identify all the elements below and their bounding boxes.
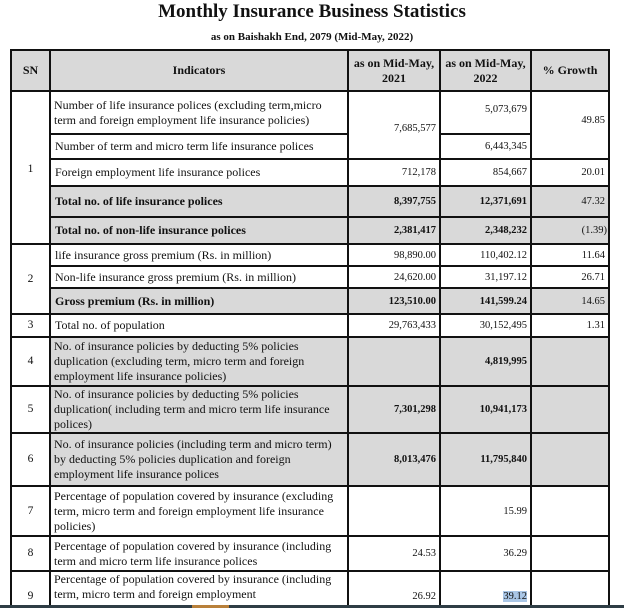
table-row <box>11 314 609 337</box>
value-2021-cell: 8,397,755 <box>348 186 440 217</box>
header-may-2022: as on Mid-May, 2022 <box>440 50 531 91</box>
table-row <box>11 433 609 486</box>
growth-cell <box>531 386 609 433</box>
table-row <box>11 536 609 571</box>
indicator-cell: life insurance gross premium (Rs. in million) <box>50 244 348 266</box>
selected-value-text[interactable]: 39.12 <box>503 591 527 602</box>
sn-cell: 5 <box>11 386 50 433</box>
sn-cell: 6 <box>11 433 50 486</box>
indicator-cell: No. of insurance policies (including term and micro term) by deducting 5% policies duplication and foreign employment life insurance polices <box>50 433 348 486</box>
table-row <box>11 91 609 134</box>
value-2022-cell: 5,073,679 <box>440 91 531 134</box>
value-2022-cell: 854,667 <box>440 159 531 186</box>
value-2022-cell: 12,371,691 <box>440 186 531 217</box>
value-2021-cell: 8,013,476 <box>348 433 440 486</box>
table-header-row <box>11 50 609 91</box>
table-row-total <box>11 288 609 314</box>
indicator-cell: Gross premium (Rs. in million) <box>50 288 348 314</box>
value-2021-cell: 29,763,433 <box>348 314 440 337</box>
header-sn: SN <box>11 50 50 91</box>
table-row-total <box>11 217 609 244</box>
value-2021-cell: 24,620.00 <box>348 266 440 288</box>
table-row <box>11 244 609 266</box>
value-2022-cell: 31,197.12 <box>440 266 531 288</box>
header-indicators: Indicators <box>50 50 348 91</box>
indicator-cell: No. of insurance policies by deducting 5% policies duplication (excluding term, micro term and foreign employment life insurance policies) <box>50 337 348 386</box>
growth-cell: 26.71 <box>531 266 609 288</box>
value-2021-cell: 7,685,577 <box>348 91 440 159</box>
indicator-cell: Number of life insurance polices (excluding term,micro term and foreign employment life insurance policies) <box>50 91 348 134</box>
table-row <box>11 486 609 536</box>
indicator-cell: Non-life insurance gross premium (Rs. in million) <box>50 266 348 288</box>
indicator-cell: Foreign employment life insurance polices <box>50 159 348 186</box>
document-title: Monthly Insurance Business Statistics <box>158 1 466 22</box>
header-growth: % Growth <box>531 50 609 91</box>
indicator-cell: Total no. of non-life insurance polices <box>50 217 348 244</box>
value-2022-cell: 110,402.12 <box>440 244 531 266</box>
growth-cell <box>531 337 609 386</box>
growth-cell: (1.39) <box>531 217 609 244</box>
growth-cell <box>531 536 609 571</box>
growth-cell <box>531 433 609 486</box>
indicator-cell: Percentage of population covered by insurance (including term, micro term and foreign employment <box>50 571 348 608</box>
growth-cell <box>531 571 609 608</box>
indicator-cell: No. of insurance policies by deducting 5% policies duplication( including term and micro term life insurance polices) <box>50 386 348 433</box>
value-2021-cell <box>348 486 440 536</box>
insurance-statistics-table <box>10 49 610 608</box>
header-may-2021: as on Mid-May, 2021 <box>348 50 440 91</box>
table-row-total <box>11 186 609 217</box>
sn-cell: 4 <box>11 337 50 386</box>
sn-cell: 9 <box>11 571 50 608</box>
document-subtitle: as on Baishakh End, 2079 (Mid-May, 2022) <box>210 31 414 43</box>
growth-cell: 20.01 <box>531 159 609 186</box>
growth-cell: 49.85 <box>531 91 609 159</box>
indicator-cell: Percentage of population covered by insurance (excluding term, micro term and foreign employment life insurance policies) <box>50 486 348 536</box>
value-2022-cell: 15.99 <box>440 486 531 536</box>
table-row <box>11 159 609 186</box>
value-2021-cell <box>348 337 440 386</box>
table-row <box>11 386 609 433</box>
indicator-cell: Percentage of population covered by insurance (including term and micro term life insurance polices <box>50 536 348 571</box>
growth-cell <box>531 486 609 536</box>
indicator-cell: Total no. of population <box>50 314 348 337</box>
value-2022-cell: 30,152,495 <box>440 314 531 337</box>
growth-cell: 1.31 <box>531 314 609 337</box>
value-2021-cell: 7,301,298 <box>348 386 440 433</box>
growth-cell: 11.64 <box>531 244 609 266</box>
growth-cell: 47.32 <box>531 186 609 217</box>
sn-cell: 3 <box>11 314 50 337</box>
value-2022-cell: 10,941,173 <box>440 386 531 433</box>
value-2021-cell: 24.53 <box>348 536 440 571</box>
sn-cell: 1 <box>11 91 50 244</box>
table-row <box>11 266 609 288</box>
value-2021-cell: 26.92 <box>348 571 440 608</box>
value-2021-cell: 712,178 <box>348 159 440 186</box>
value-2021-cell: 98,890.00 <box>348 244 440 266</box>
value-2021-cell: 123,510.00 <box>348 288 440 314</box>
value-2022-cell[interactable] <box>440 571 531 608</box>
table-row <box>11 134 609 159</box>
growth-cell: 14.65 <box>531 288 609 314</box>
value-2022-cell: 2,348,232 <box>440 217 531 244</box>
sn-cell: 8 <box>11 536 50 571</box>
value-2022-cell: 141,599.24 <box>440 288 531 314</box>
value-2021-cell: 2,381,417 <box>348 217 440 244</box>
indicator-cell: Total no. of life insurance polices <box>50 186 348 217</box>
value-2022-cell: 11,795,840 <box>440 433 531 486</box>
indicator-cell: Number of term and micro term life insurance polices <box>50 134 348 159</box>
value-2022-cell: 6,443,345 <box>440 134 531 159</box>
sn-cell: 7 <box>11 486 50 536</box>
table-row <box>11 571 609 608</box>
value-2022-cell: 4,819,995 <box>440 337 531 386</box>
value-2022-cell: 36.29 <box>440 536 531 571</box>
table-row <box>11 337 609 386</box>
sn-cell: 2 <box>11 244 50 314</box>
